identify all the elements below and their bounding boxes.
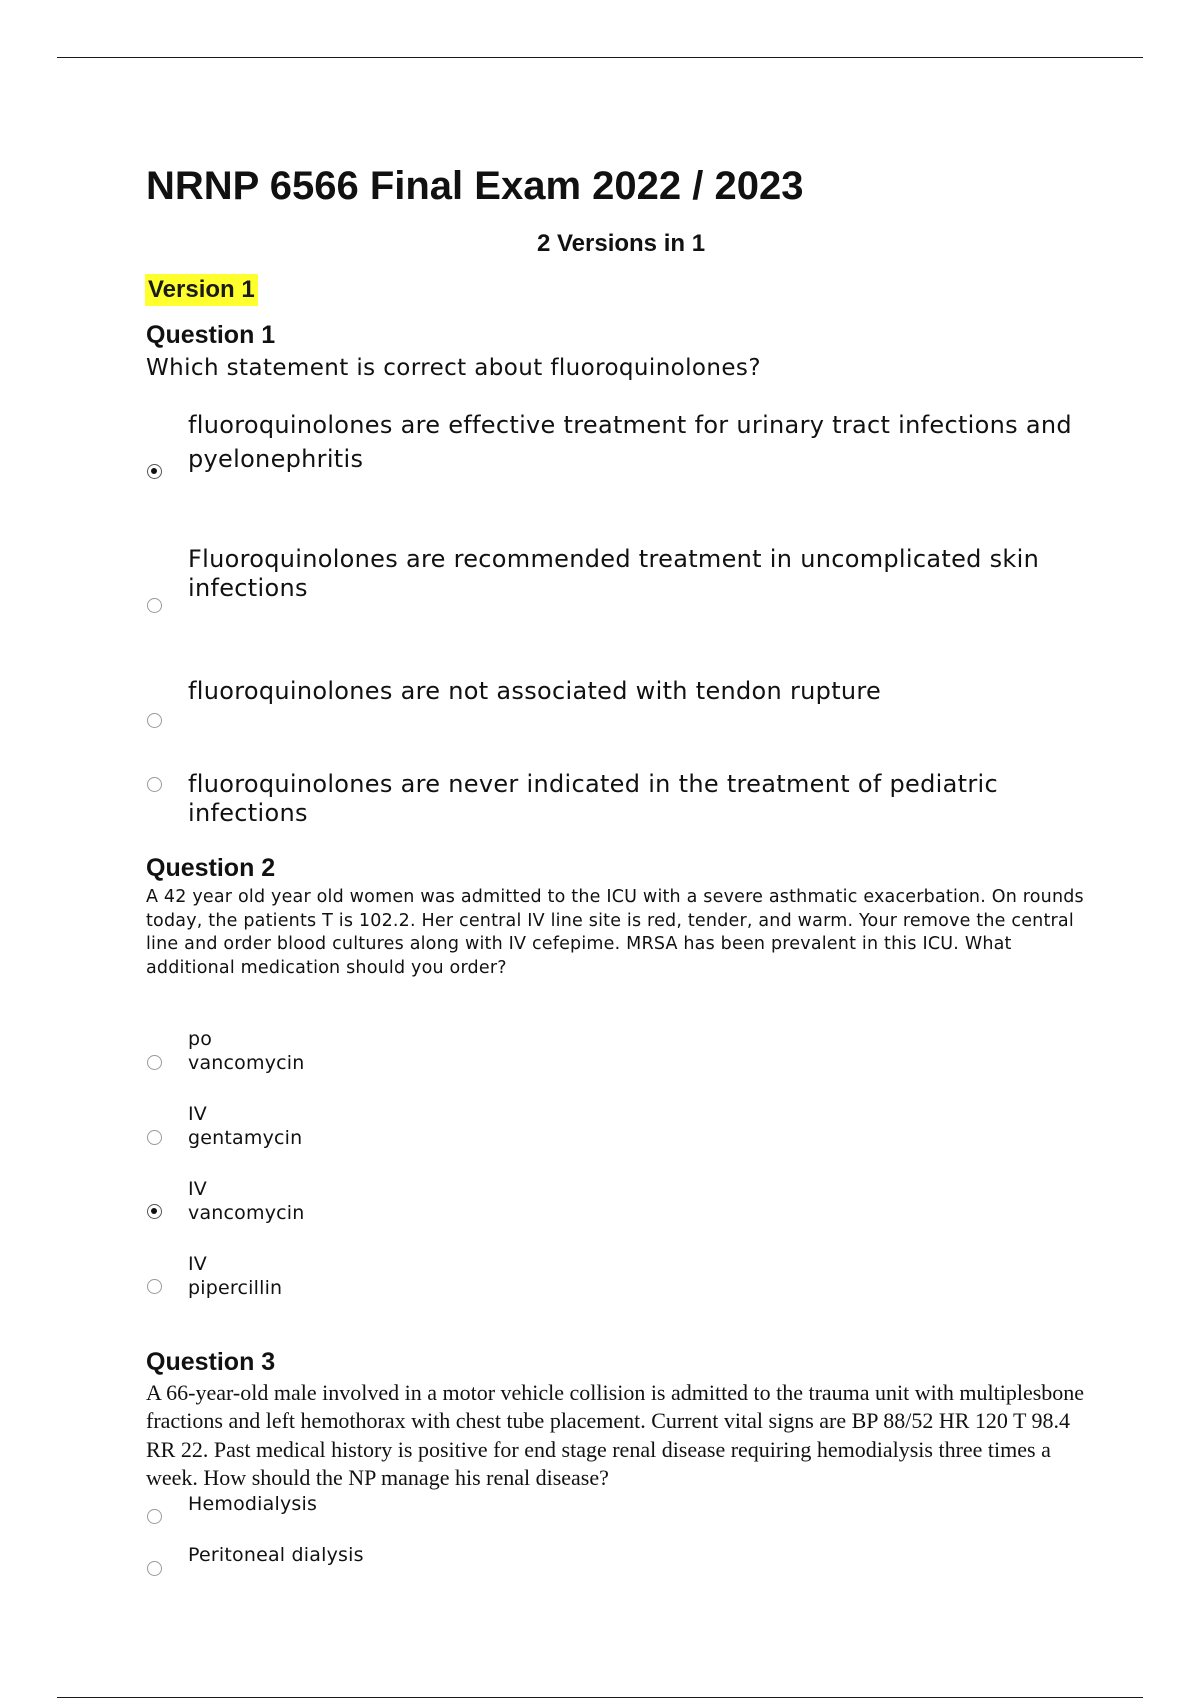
q1-option-3-label: fluoroquinolones are not associated with tendon rupture [188,677,882,705]
q1-option-2-label: Fluoroquinolones are recommended treatment in uncomplicated skin infections [188,545,1040,602]
question-3-heading: Question 3 [146,1348,276,1376]
q1-option-2-radio[interactable] [147,598,162,613]
q2-option-4-label [188,1252,282,1300]
q1-option-1-label: fluoroquinolones are effective treatment for urinary tract infections and pyelonephritis [188,411,1072,473]
question-1-text: Which statement is correct about fluoroquinolones? [146,355,761,381]
question-2-text: A 42 year old year old women was admitted to the ICU with a severe asthmatic exacerbation. On rounds today, the patients T is 102.2. Her central IV line site is red, tender, and warm. Your remove the central line and order blood cultures along with IV cefepime. MRSA has been prevalent in this ICU. What additional medication should you order? [146,887,1084,978]
q3-option-1-radio[interactable] [147,1509,162,1524]
q2-option-4-route: IV [188,1253,208,1275]
q3-option-2-radio[interactable] [147,1561,162,1576]
q2-option-1-route: po [188,1028,213,1050]
page-title: NRNP 6566 Final Exam 2022 / 2023 [146,164,804,208]
top-rule [57,57,1143,58]
q2-option-2-label [188,1102,302,1150]
q2-option-4-radio[interactable] [147,1279,162,1294]
q1-option-3-radio[interactable] [147,713,162,728]
question-1-heading: Question 1 [146,321,276,349]
bottom-rule [57,1697,1143,1698]
q2-option-3-label [188,1177,305,1225]
q2-option-3-route: IV [188,1178,208,1200]
q1-option-4-radio[interactable] [147,777,162,792]
q2-option-2-route: IV [188,1103,208,1125]
q2-option-1-label [188,1027,305,1075]
q2-option-3-drug: vancomycin [188,1202,305,1224]
q2-option-2-drug: gentamycin [188,1127,303,1149]
page-subtitle: 2 Versions in 1 [536,230,706,257]
q3-option-2-label: Peritoneal dialysis [188,1544,364,1566]
q2-option-3-radio[interactable] [147,1204,162,1219]
q2-option-2-radio[interactable] [147,1130,162,1145]
question-2-heading: Question 2 [146,854,276,882]
q2-option-1-drug: vancomycin [188,1052,305,1074]
question-3-text: A 66-year-old male involved in a motor vehicle collision is admitted to the trauma unit with multiplesbone fractions and left hemothorax with chest tube placement. Current vital signs are BP 88/52 HR 120 T 98.4 RR 22. Past medical history is positive for end stage renal disease requiring hemodialysis three times a week. How should the NP manage his renal disease? [146,1380,1085,1490]
version-badge: Version 1 [145,274,258,306]
q2-option-1-radio[interactable] [147,1055,162,1070]
q1-option-4-label: fluoroquinolones are never indicated in the treatment of pediatric infections [188,770,998,827]
q1-option-1-radio[interactable] [147,464,162,479]
q3-option-1-label: Hemodialysis [188,1493,318,1515]
q2-option-4-drug: pipercillin [188,1277,283,1299]
